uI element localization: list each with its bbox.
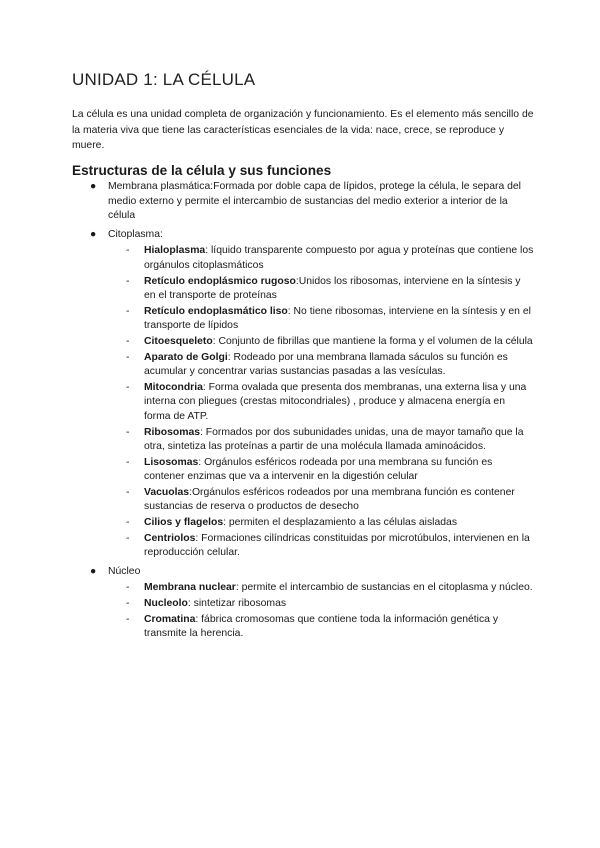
sub-item-vacuolas: [108, 486, 534, 515]
nucleo-sublist: [108, 581, 534, 641]
definition: : Formaciones cilíndricas constituidas por microtúbulos, intervienen en la reproducción celular.: [144, 532, 530, 559]
definition: : Formados por dos subunidades unidas, una de mayor tamaño que la otra, sintetiza las proteínas a partir de una molécula llamada aminoácidos.: [144, 426, 524, 453]
term: Cilios y flagelos: [144, 517, 224, 529]
sub-item-ribosomas: [108, 426, 534, 455]
definition: : Orgánulos esféricos rodeada por una membrana su función es contener enzimas que va a intervenir en la digestión celular: [144, 456, 493, 483]
dash-icon: -: [126, 598, 130, 610]
dash-icon: -: [126, 456, 130, 468]
page-title: UNIDAD 1: LA CÉLULA: [72, 70, 256, 89]
term: Ribosomas: [144, 426, 201, 438]
term: Centriolos: [144, 532, 196, 544]
term: Hialoplasma: [144, 245, 206, 257]
sub-item-golgi: [108, 351, 534, 380]
definition: : Forma ovalada que presenta dos membranas, una externa lisa y una interna con pliegues (crestas mitocondriales) , produce y almacena energía en forma de ATP.: [144, 381, 527, 422]
dash-icon: -: [126, 275, 130, 287]
list-item-nucleo: [72, 565, 534, 642]
definition: : Conjunto de fibrillas que mantiene la forma y el volumen de la célula: [212, 335, 533, 347]
term: Citoesqueleto: [144, 335, 213, 347]
term: Nucleolo: [144, 598, 188, 610]
membrana-label: Membrana plasmática:: [108, 181, 214, 192]
dash-icon: -: [126, 335, 130, 347]
term: Retículo endoplásmico rugoso: [144, 275, 296, 287]
definition: : No tiene ribosomas, interviene en la síntesis y en el transporte de lípidos: [144, 305, 531, 332]
dash-icon: -: [126, 351, 130, 363]
definition: : sintetizar ribosomas: [187, 598, 287, 610]
citoplasma-label: Citoplasma:: [108, 228, 163, 240]
section-heading: Estructuras de la célula y sus funciones: [72, 163, 332, 178]
sub-item-cromatina: [108, 613, 534, 642]
dash-icon: -: [126, 582, 130, 594]
dash-icon: -: [126, 426, 130, 438]
definition: : fábrica cromosomas que contiene toda la información genética y transmite la herencia.: [144, 613, 499, 640]
definition: : líquido transparente compuesto por agua y proteínas que contiene los orgánulos citoplasmáticos: [144, 245, 534, 271]
structures-list: [72, 180, 534, 646]
sub-item-membrana-nuclear: [108, 581, 534, 596]
dash-icon: -: [126, 381, 130, 393]
definition: :Orgánulos esféricos rodeados por una membrana función es contener sustancias de reserva o productos de desecho: [144, 486, 515, 513]
sub-item-citoesqueleto: [108, 335, 534, 350]
term: Cromatina: [144, 613, 196, 625]
sub-item-mitocondria: [108, 381, 534, 425]
dash-icon: -: [126, 613, 130, 625]
list-item-citoplasma: [72, 228, 534, 561]
term: Vacuolas: [144, 486, 190, 498]
dash-icon: -: [126, 305, 130, 317]
term: Retículo endoplasmático liso: [144, 305, 288, 317]
dash-icon: -: [126, 532, 130, 544]
sub-item-reticulo-rugoso: [108, 275, 534, 304]
dash-icon: -: [126, 245, 130, 257]
sub-item-nucleolo: [108, 597, 534, 612]
sub-item-hialoplasma: [108, 244, 534, 273]
definition: : Rodeado por una membrana llamada sáculos su función es acumular y concentrar varias sustancias pasadas a las vesículas.: [144, 351, 508, 378]
definition: : permite el intercambio de sustancias en el citoplasma y núcleo.: [235, 582, 533, 594]
nucleo-label: Núcleo: [108, 565, 141, 577]
sub-item-reticulo-liso: [108, 305, 534, 334]
dash-icon: -: [126, 486, 130, 498]
bullet-icon: ●: [90, 228, 97, 240]
membrana-text: Formada por doble capa de lípidos, protege la célula, le separa del medio externo y permite el intercambio de sustancias del medio exterior a interior de la célula: [108, 181, 521, 222]
definition: : permiten el desplazamiento a las células aisladas: [223, 517, 458, 529]
sub-item-cilios: [108, 516, 534, 531]
term: Mitocondria: [144, 381, 203, 393]
definition: :Unidos los ribosomas, interviene en la síntesis y en el transporte de proteínas: [144, 275, 521, 302]
dash-icon: -: [126, 517, 130, 529]
list-item-membrana: [72, 180, 534, 224]
term: Aparato de Golgi: [144, 351, 228, 363]
bullet-icon: ●: [90, 565, 97, 577]
citoplasma-sublist: [108, 244, 534, 560]
term: Lisosomas: [144, 456, 199, 468]
term: Membrana nuclear: [144, 582, 236, 594]
bullet-icon: ●: [90, 181, 97, 192]
sub-item-lisosomas: [108, 456, 534, 485]
sub-item-centriolos: [108, 532, 534, 561]
intro-paragraph: La célula es una unidad completa de organización y funcionamiento. Es el elemento más sencillo de la materia viva que tiene las características esenciales de la vida: nace, crece, se reproduce y muere.: [72, 109, 534, 151]
